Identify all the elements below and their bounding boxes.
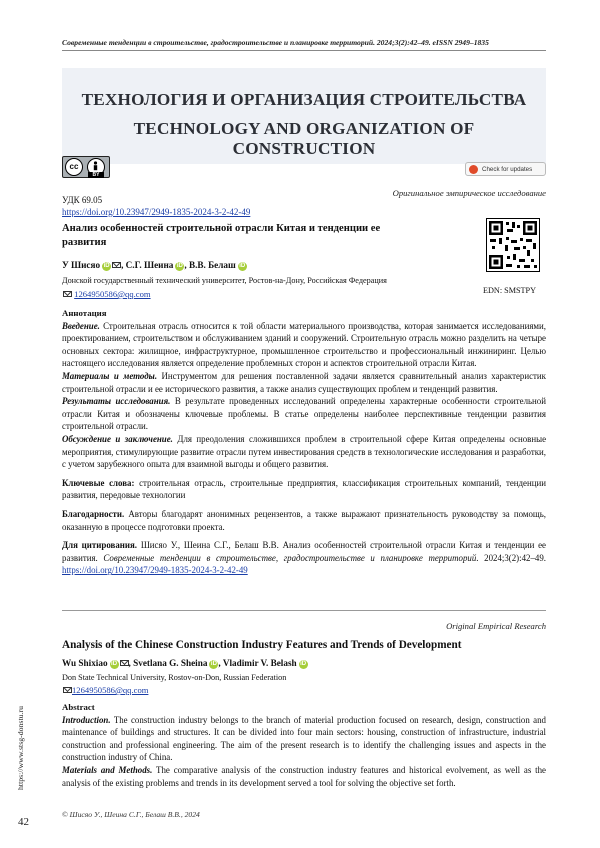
email-icon[interactable] <box>120 660 129 666</box>
orcid-icon[interactable]: iD <box>103 263 110 269</box>
header-rule <box>62 50 546 51</box>
orcid-icon[interactable]: iD <box>300 661 307 667</box>
section-title-ru: ТЕХНОЛОГИЯ И ОРГАНИЗАЦИЯ СТРОИТЕЛЬСТВА <box>81 90 527 109</box>
section-banner <box>62 68 546 164</box>
abstract-discussion-ru: Обсуждение и заключение. Для преодоления сложившихся проблем в строительной сфере Китая определены основные мероприятия, стимулирующие развитие отрасли путем инвестирования средств в технологические исследования и разработки, с учетом зарубежного опыта для взаимной выгоды и общего развития. <box>62 433 547 470</box>
update-badge-icon <box>469 165 478 174</box>
page-number: 42 <box>18 816 29 828</box>
footer-copyright: © Шисяо У., Шеина С.Г., Белаш В.В., 2024 <box>62 810 200 819</box>
email-line-ru <box>62 289 151 299</box>
email-line-en <box>62 685 148 695</box>
orcid-icon[interactable]: iD <box>176 263 183 269</box>
author-3-en: Vladimir V. Belash <box>222 658 297 668</box>
orcid-icon[interactable]: iD <box>210 661 217 667</box>
email-icon <box>63 291 72 297</box>
check-for-updates-button[interactable] <box>465 162 546 176</box>
check-for-updates-label: Check for updates <box>482 166 533 173</box>
author-1-en: Wu Shixiao <box>62 658 108 668</box>
by-label: BY <box>88 172 104 178</box>
cc-logo-icon: cc <box>65 158 83 176</box>
author-3: В.В. Белаш <box>188 260 236 270</box>
annotation-heading: Аннотация <box>62 308 107 318</box>
affiliation-ru: Донской государственный технический университет, Ростов-на-Дону, Российская Федерация <box>62 276 387 285</box>
citation-doi-link[interactable]: https://doi.org/10.23947/2949-1835-2024-3-2-42-49 <box>62 565 248 576</box>
article-type-ru: Оригинальное эмпирическое исследование <box>392 188 546 198</box>
author-2-en: Svetlana G. Sheina <box>133 658 208 668</box>
udk: УДК 69.05 <box>62 195 103 205</box>
article-title-ru: Анализ особенностей строительной отрасли Китая и тенденции ее развития <box>62 223 381 248</box>
running-header: Современные тенденции в строительстве, градостроительстве и планировке территорий. 2024;3(2):42–49. eISSN 2949–1835 <box>62 38 489 47</box>
abstract-intro-en: Introduction. The construction industry belongs to the branch of material production focused on research, design, construction and maintenance of buildings and structures. It can be divided into four main sectors: housing, construction of infrastructure, industrial construction and professional engineering. The aim of the present research is to identify the challenging issues and aspects in the construction industry of China. <box>62 714 546 763</box>
affiliation-en: Don State Technical University, Rostov-on-Don, Russian Federation <box>62 673 287 682</box>
author-2: С.Г. Шеина <box>125 260 174 270</box>
edn: EDN: SMSTPY <box>483 286 537 295</box>
abstract-ru <box>62 307 546 577</box>
doi-link[interactable]: https://doi.org/10.23947/2949-1835-2024-3-2-42-49 <box>62 207 251 217</box>
abstract-methods-en: Materials and Methods. The comparative analysis of the construction industry features and historical evolvement, as well as the analysis of the existing problems and trends in its development served a tool for solving the objective set forth. <box>62 764 546 788</box>
side-url[interactable]: https://www.stsg-donstu.ru <box>16 706 25 790</box>
email-link[interactable]: 1264950586@qq.com <box>74 289 151 299</box>
abstract-intro-ru: Введение. Строительная отрасль относится к той области материального производства, которая занимается исследованиями, проектированием, строительством и обслуживанием зданий и сооружений. Строительную отрасль можно разделить на четыре основных сектора: жилищное, инфраструктурное, промышленное строительство и профессиональный инжиниринг. Целью настоящего исследования является определение проблемных сторон и аспектов строительной отрасли Китая. <box>62 320 546 369</box>
orcid-icon[interactable]: iD <box>239 263 246 269</box>
article-title-en: Analysis of the Chinese Construction Industry Features and Trends of Development <box>62 639 462 651</box>
qr-code <box>486 218 540 272</box>
keywords-ru: Ключевые слова: строительная отрасль, строительные предприятия, классификация строительных компаний, тенденции развития, передовые технологии <box>62 477 546 501</box>
article-type-en: Original Empirical Research <box>446 621 546 631</box>
email-link-en[interactable]: 1264950586@qq.com <box>72 685 149 695</box>
abstract-results-ru: Результаты исследования. В результате проведенных исследований определены характерные особенности строительной отрасли Китая и обозначены ключевые проблемы. В статье определены наиболее перспективные тенденции развития строительной отрасли. <box>62 396 546 432</box>
section-divider <box>62 610 546 611</box>
orcid-icon[interactable]: iD <box>111 661 118 667</box>
author-1: У Шисяо <box>62 260 101 270</box>
section-title-en: TECHNOLOGY AND ORGANIZATION OF CONSTRUCTION <box>133 119 475 158</box>
abstract-methods-ru: Материалы и методы. Инструментом для решения поставленной задачи является сравнительный анализ характеристик строительной отрасли и ее исторического развития, а также анализ существующих проблем и тенденций развития. <box>62 370 546 394</box>
abstract-heading-en: Abstract <box>62 702 95 712</box>
authors-ru: У Шисяо iD , С.Г. Шеина iD , В.В. Белаш iD <box>62 260 246 270</box>
acknowledgements-ru: Благодарности. Авторы благодарят анонимных рецензентов, а также выражают признательность руководству за помощь, оказанную в процессе подготовки проекта. <box>62 508 546 532</box>
authors-en: Wu Shixiao iD , Svetlana G. Sheina iD , Vladimir V. Belash iD <box>62 658 307 668</box>
abstract-en <box>62 701 546 789</box>
citation-ru: Для цитирования. Шисяо У., Шеина С.Г., Белаш В.В. Анализ особенностей строительной отрасли Китая и тенденции ее развития. Современные тенденции в строительстве, градостроительстве и планировке территорий. 2024;3(2):42–49. https://doi.org/10.23947/2949-1835-2024-3-2-42-49 <box>62 540 547 576</box>
cc-by-license-icon[interactable] <box>62 156 110 178</box>
email-icon <box>63 687 72 693</box>
email-icon[interactable] <box>112 262 121 268</box>
